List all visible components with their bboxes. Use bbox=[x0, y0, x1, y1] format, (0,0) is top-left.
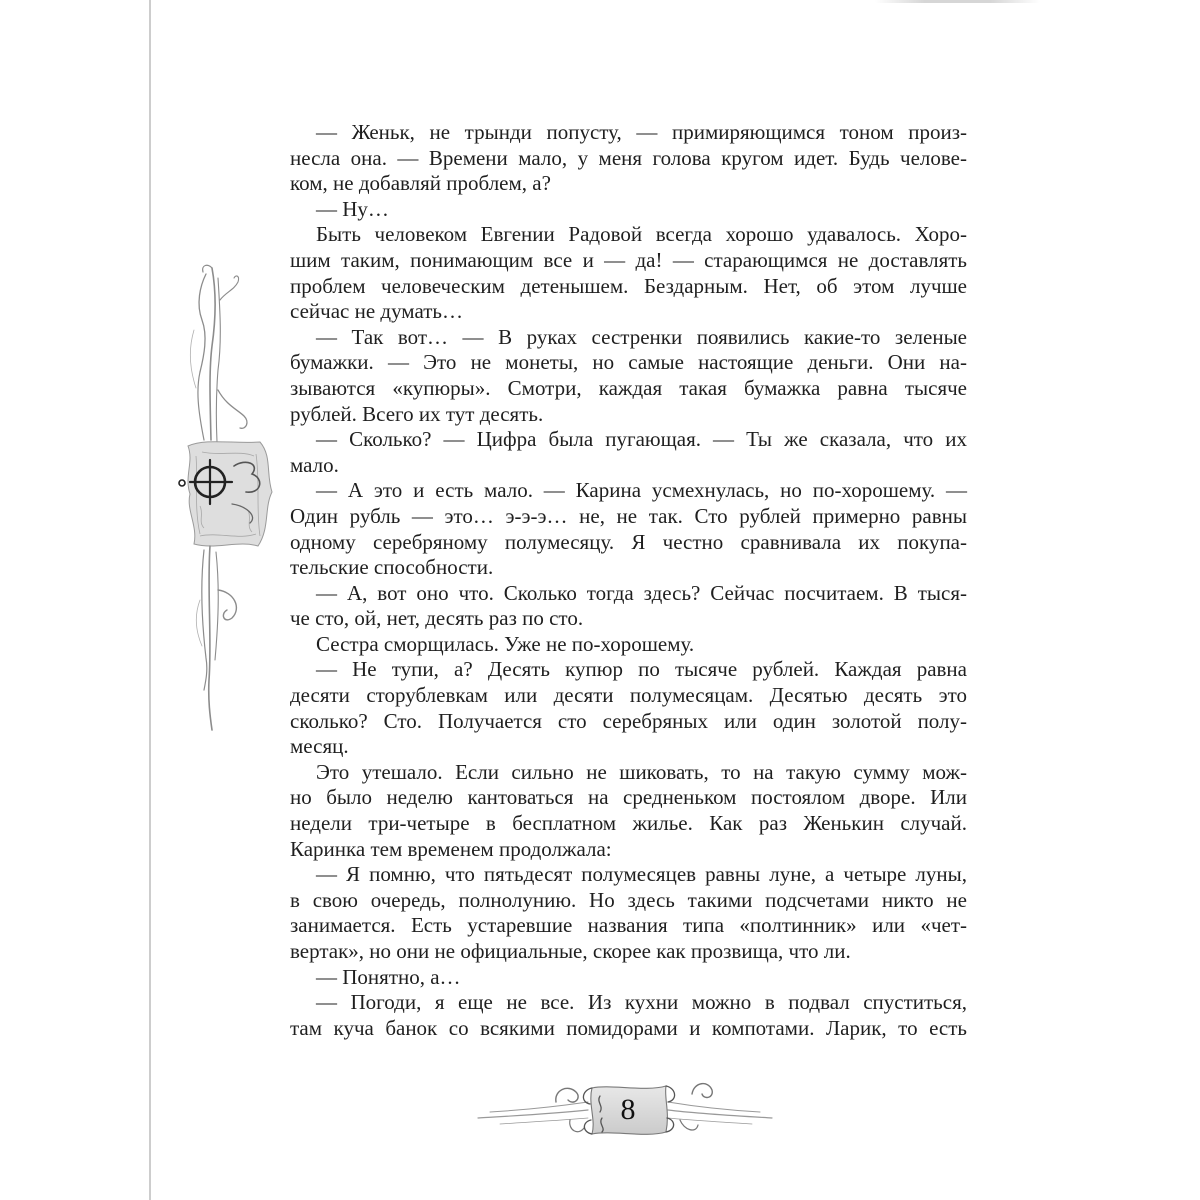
paragraph bbox=[290, 990, 967, 1041]
text-line: несла она. — Времени мало, у меня голова кругом идет. Будь челове- bbox=[290, 145, 967, 170]
paragraph bbox=[290, 478, 967, 580]
text-line: зываются «купюры». Смотри, каждая такая бумажка равна тысяче bbox=[290, 375, 967, 400]
text-line: мало. bbox=[290, 452, 339, 477]
text-line: — Понятно, а… bbox=[316, 964, 461, 989]
text-line: десяти сторублевкам или десяти полумесяцам. Десятью десять это bbox=[290, 683, 967, 708]
text-line: месяц. bbox=[290, 734, 349, 759]
text-line: Быть человеком Евгении Радовой всегда хорошо удавалось. Хоро- bbox=[316, 222, 967, 247]
text-line: сейчас не думать… bbox=[290, 299, 463, 324]
text-line: занимается. Есть устаревшие названия типа «полтинник» или «чет- bbox=[290, 913, 967, 938]
text-line: бумажки. — Это не монеты, но самые настоящие деньги. Они на- bbox=[290, 350, 967, 375]
text-line: вертак», но они не официальные, скорее как прозвища, что ли. bbox=[290, 939, 851, 963]
text-line: — Женьк, не трынди попусту, — примиряющимся тоном произ- bbox=[316, 120, 967, 144]
text-line: че сто, ой, нет, десять раз по сто. bbox=[290, 606, 584, 631]
paragraph bbox=[290, 197, 967, 223]
page-number: 8 bbox=[620, 1093, 636, 1126]
text-line: — Так вот… — В руках сестренки появились какие-то зеленые bbox=[316, 324, 967, 349]
text-line: Это утешало. Если сильно не шиковать, то на такую сумму мож- bbox=[316, 759, 967, 784]
text-line: одному серебряному полумесяцу. Я честно сравнивала их покупа- bbox=[290, 529, 967, 554]
paragraph bbox=[290, 325, 967, 427]
text-line: Сестра сморщилась. Уже не по-хорошему. bbox=[316, 631, 695, 656]
paragraph bbox=[290, 657, 967, 759]
paragraph bbox=[290, 862, 967, 964]
text-line: тельские способности. bbox=[290, 555, 494, 580]
flourish-lower bbox=[196, 546, 236, 730]
text-line: — Не тупи, а? Десять купюр по тысяче рублей. Каждая равна bbox=[316, 657, 967, 682]
text-line: сколько? Сто. Получается сто серебряных или один золотой полу- bbox=[290, 708, 967, 733]
text-line: недели три-четыре в бесплатном жилье. Как раз Женькин случай. bbox=[290, 811, 967, 836]
flourish-right bbox=[668, 1084, 772, 1130]
text-line: шим таким, понимающим все и — да! — старающимся не доставлять bbox=[290, 247, 967, 272]
page-text bbox=[290, 120, 967, 1041]
text-line: — Ну… bbox=[316, 196, 389, 221]
text-line: — Сколько? — Цифра была пугающая. — Ты же сказала, что их bbox=[316, 427, 967, 452]
text-line: ком, не добавляй проблем, а? bbox=[290, 171, 551, 196]
paragraph bbox=[290, 760, 967, 862]
flourish-left bbox=[478, 1088, 588, 1131]
text-line: там куча банок со всякими помидорами и компотами. Ларик, то есть bbox=[290, 1015, 967, 1040]
text-line: проблем человеческим детенышем. Бездарным. Нет, об этом лучше bbox=[290, 273, 967, 298]
paragraph bbox=[290, 427, 967, 478]
paragraph bbox=[290, 120, 967, 197]
text-line: Один рубль — это… э-э-э… не, не так. Сто рублей примерно равны bbox=[290, 503, 967, 528]
text-line: — Я помню, что пятьдесят полумесяцев равны луне, а четыре луны, bbox=[316, 862, 967, 887]
text-line: рублей. Всего их тут десять. bbox=[290, 401, 544, 426]
flourish-upper bbox=[190, 265, 247, 442]
page-edge-shadow bbox=[875, 0, 1040, 3]
paragraph bbox=[290, 632, 967, 658]
paragraph bbox=[290, 581, 967, 632]
text-line: но было неделю кантоваться на средненьком постоялом дворе. Или bbox=[290, 785, 967, 810]
paragraph bbox=[290, 222, 967, 324]
text-line: — А, вот оно что. Сколько тогда здесь? Сейчас посчитаем. В тыся- bbox=[316, 580, 967, 605]
paragraph bbox=[290, 965, 967, 991]
text-line: в свою очередь, полнолунию. Но здесь такими подсчетами никто не bbox=[290, 887, 967, 912]
page-gutter-line bbox=[149, 0, 151, 1200]
text-line: — Погоди, я еще не все. Из кухни можно в подвал спуститься, bbox=[316, 990, 967, 1015]
text-line: Каринка тем временем продолжала: bbox=[290, 836, 612, 861]
text-line: — А это и есть мало. — Карина усмехнулась, но по-хорошему. — bbox=[316, 478, 967, 503]
compass-flourish-icon bbox=[160, 260, 290, 740]
